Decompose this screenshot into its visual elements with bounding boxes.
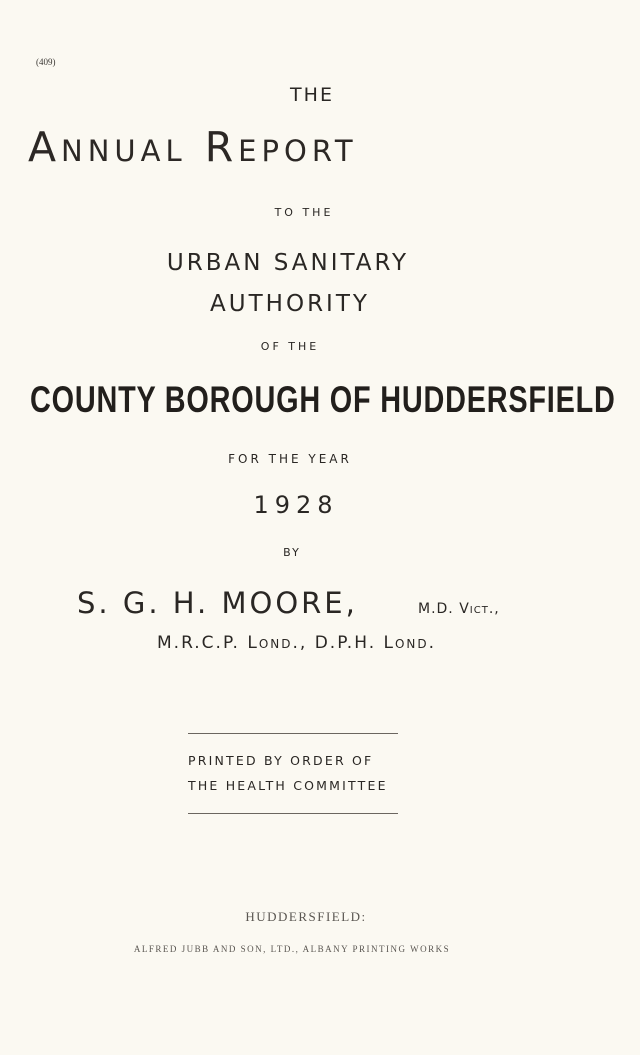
bottom-rule-divider [188,813,398,814]
county-borough-heading: COUNTY BOROUGH OF HUDDERSFIELD [30,379,616,420]
authority-line-1: URBAN SANITARY [166,250,410,276]
imprint-printer: ALFRED JUBB AND SON, LTD., ALBANY PRINTING WORKS [133,944,451,954]
imprint-place: HUDDERSFIELD: [245,909,367,924]
authority-line-2: AUTHORITY [210,291,370,317]
to-the-text: TO THE [274,206,334,219]
author-qualifications: M.R.C.P. Lond., D.P.H. Lond. [157,633,437,653]
report-year: 1928 [253,491,339,519]
top-rule-divider [188,733,398,734]
author-degree: M.D. Vict., [418,601,500,617]
of-the-text: OF THE [260,340,320,353]
report-title: Annual Report [28,123,358,171]
title-prefix: THE [290,84,334,106]
author-name: S. G. H. MOORE, [77,586,358,620]
for-the-year-text: FOR THE YEAR [228,452,352,466]
printed-by-line-2: THE HEALTH COMMITTEE [188,778,388,793]
by-text: BY [283,546,301,559]
page-number: (409) [36,57,56,67]
printed-by-line-1: PRINTED BY ORDER OF [188,753,374,768]
